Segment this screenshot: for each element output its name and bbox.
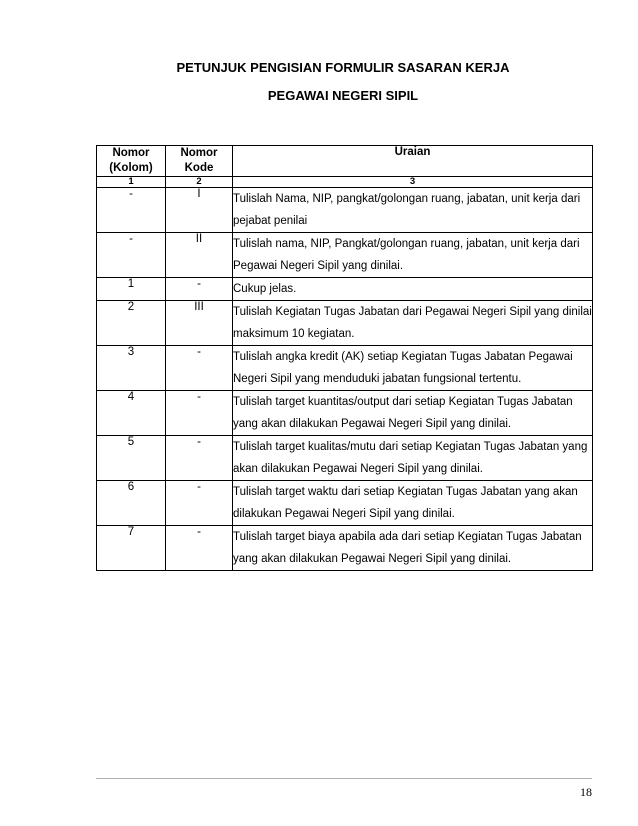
header-nomor-kolom-line1: Nomor [112,147,150,159]
cell-nomor-kode: - [166,481,233,526]
cell-uraian: Tulislah Nama, NIP, pangkat/golongan ruang, jabatan, unit kerja dari pejabat penilai [233,188,593,233]
table-row [97,526,593,571]
cell-nomor-kode: III [166,301,233,346]
cell-uraian: Tulislah target kualitas/mutu dari setiap Kegiatan Tugas Jabatan yang akan dilakukan Pegawai Negeri Sipil yang dinilai. [233,436,593,481]
table-row [97,346,593,391]
cell-uraian: Tulislah target biaya apabila ada dari setiap Kegiatan Tugas Jabatan yang akan dilakukan Pegawai Negeri Sipil yang dinilai. [233,526,593,571]
header-nomor-kolom [97,146,166,177]
table-row [97,436,593,481]
cell-nomor-kode: - [166,346,233,391]
cell-nomor-kode: - [166,526,233,571]
cell-uraian: Tulislah nama, NIP, Pangkat/golongan ruang, jabatan, unit kerja dari Pegawai Negeri Sipil yang dinilai. [233,233,593,278]
cell-nomor-kolom: 7 [97,526,166,571]
table-row [97,301,593,346]
header-uraian: Uraian [233,146,593,177]
cell-nomor-kode: - [166,278,233,301]
header-nomor-kode-line1: Nomor [180,147,218,159]
table-row [97,481,593,526]
table-row [97,278,593,301]
cell-uraian: Cukup jelas. [233,278,593,301]
cell-nomor-kolom: 5 [97,436,166,481]
cell-nomor-kolom: 4 [97,391,166,436]
table-body [97,188,593,571]
page-subtitle: PEGAWAI NEGERI SIPIL [267,88,419,103]
page-title: PETUNJUK PENGISIAN FORMULIR SASARAN KERJA [176,60,510,75]
column-number: 3 [233,177,593,188]
cell-nomor-kolom: 1 [97,278,166,301]
header-nomor-kolom-line2: (Kolom) [109,162,153,174]
cell-nomor-kode: - [166,436,233,481]
cell-nomor-kolom: 2 [97,301,166,346]
header-nomor-kode [166,146,233,177]
table-row [97,188,593,233]
footer-divider [96,778,592,779]
instruction-table [96,145,593,571]
cell-nomor-kolom: 6 [97,481,166,526]
cell-nomor-kode: - [166,391,233,436]
header-nomor-kode-line2: Kode [184,162,214,174]
column-number-row [97,177,593,188]
cell-nomor-kolom: - [97,233,166,278]
cell-uraian: Tulislah angka kredit (AK) setiap Kegiatan Tugas Jabatan Pegawai Negeri Sipil yang menduduki jabatan fungsional tertentu. [233,346,593,391]
table-row [97,391,593,436]
column-number: 1 [97,177,166,188]
cell-nomor-kode: I [166,188,233,233]
cell-uraian: Tulislah Kegiatan Tugas Jabatan dari Pegawai Negeri Sipil yang dinilai maksimum 10 kegiatan. [233,301,593,346]
cell-nomor-kolom: - [97,188,166,233]
table-row [97,233,593,278]
cell-uraian: Tulislah target kuantitas/output dari setiap Kegiatan Tugas Jabatan yang akan dilakukan Pegawai Negeri Sipil yang dinilai. [233,391,593,436]
page-number: 18 [580,785,592,799]
cell-nomor-kolom: 3 [97,346,166,391]
table-header-row [97,146,593,177]
cell-uraian: Tulislah target waktu dari setiap Kegiatan Tugas Jabatan yang akan dilakukan Pegawai Negeri Sipil yang dinilai. [233,481,593,526]
column-number: 2 [166,177,233,188]
cell-nomor-kode: II [166,233,233,278]
